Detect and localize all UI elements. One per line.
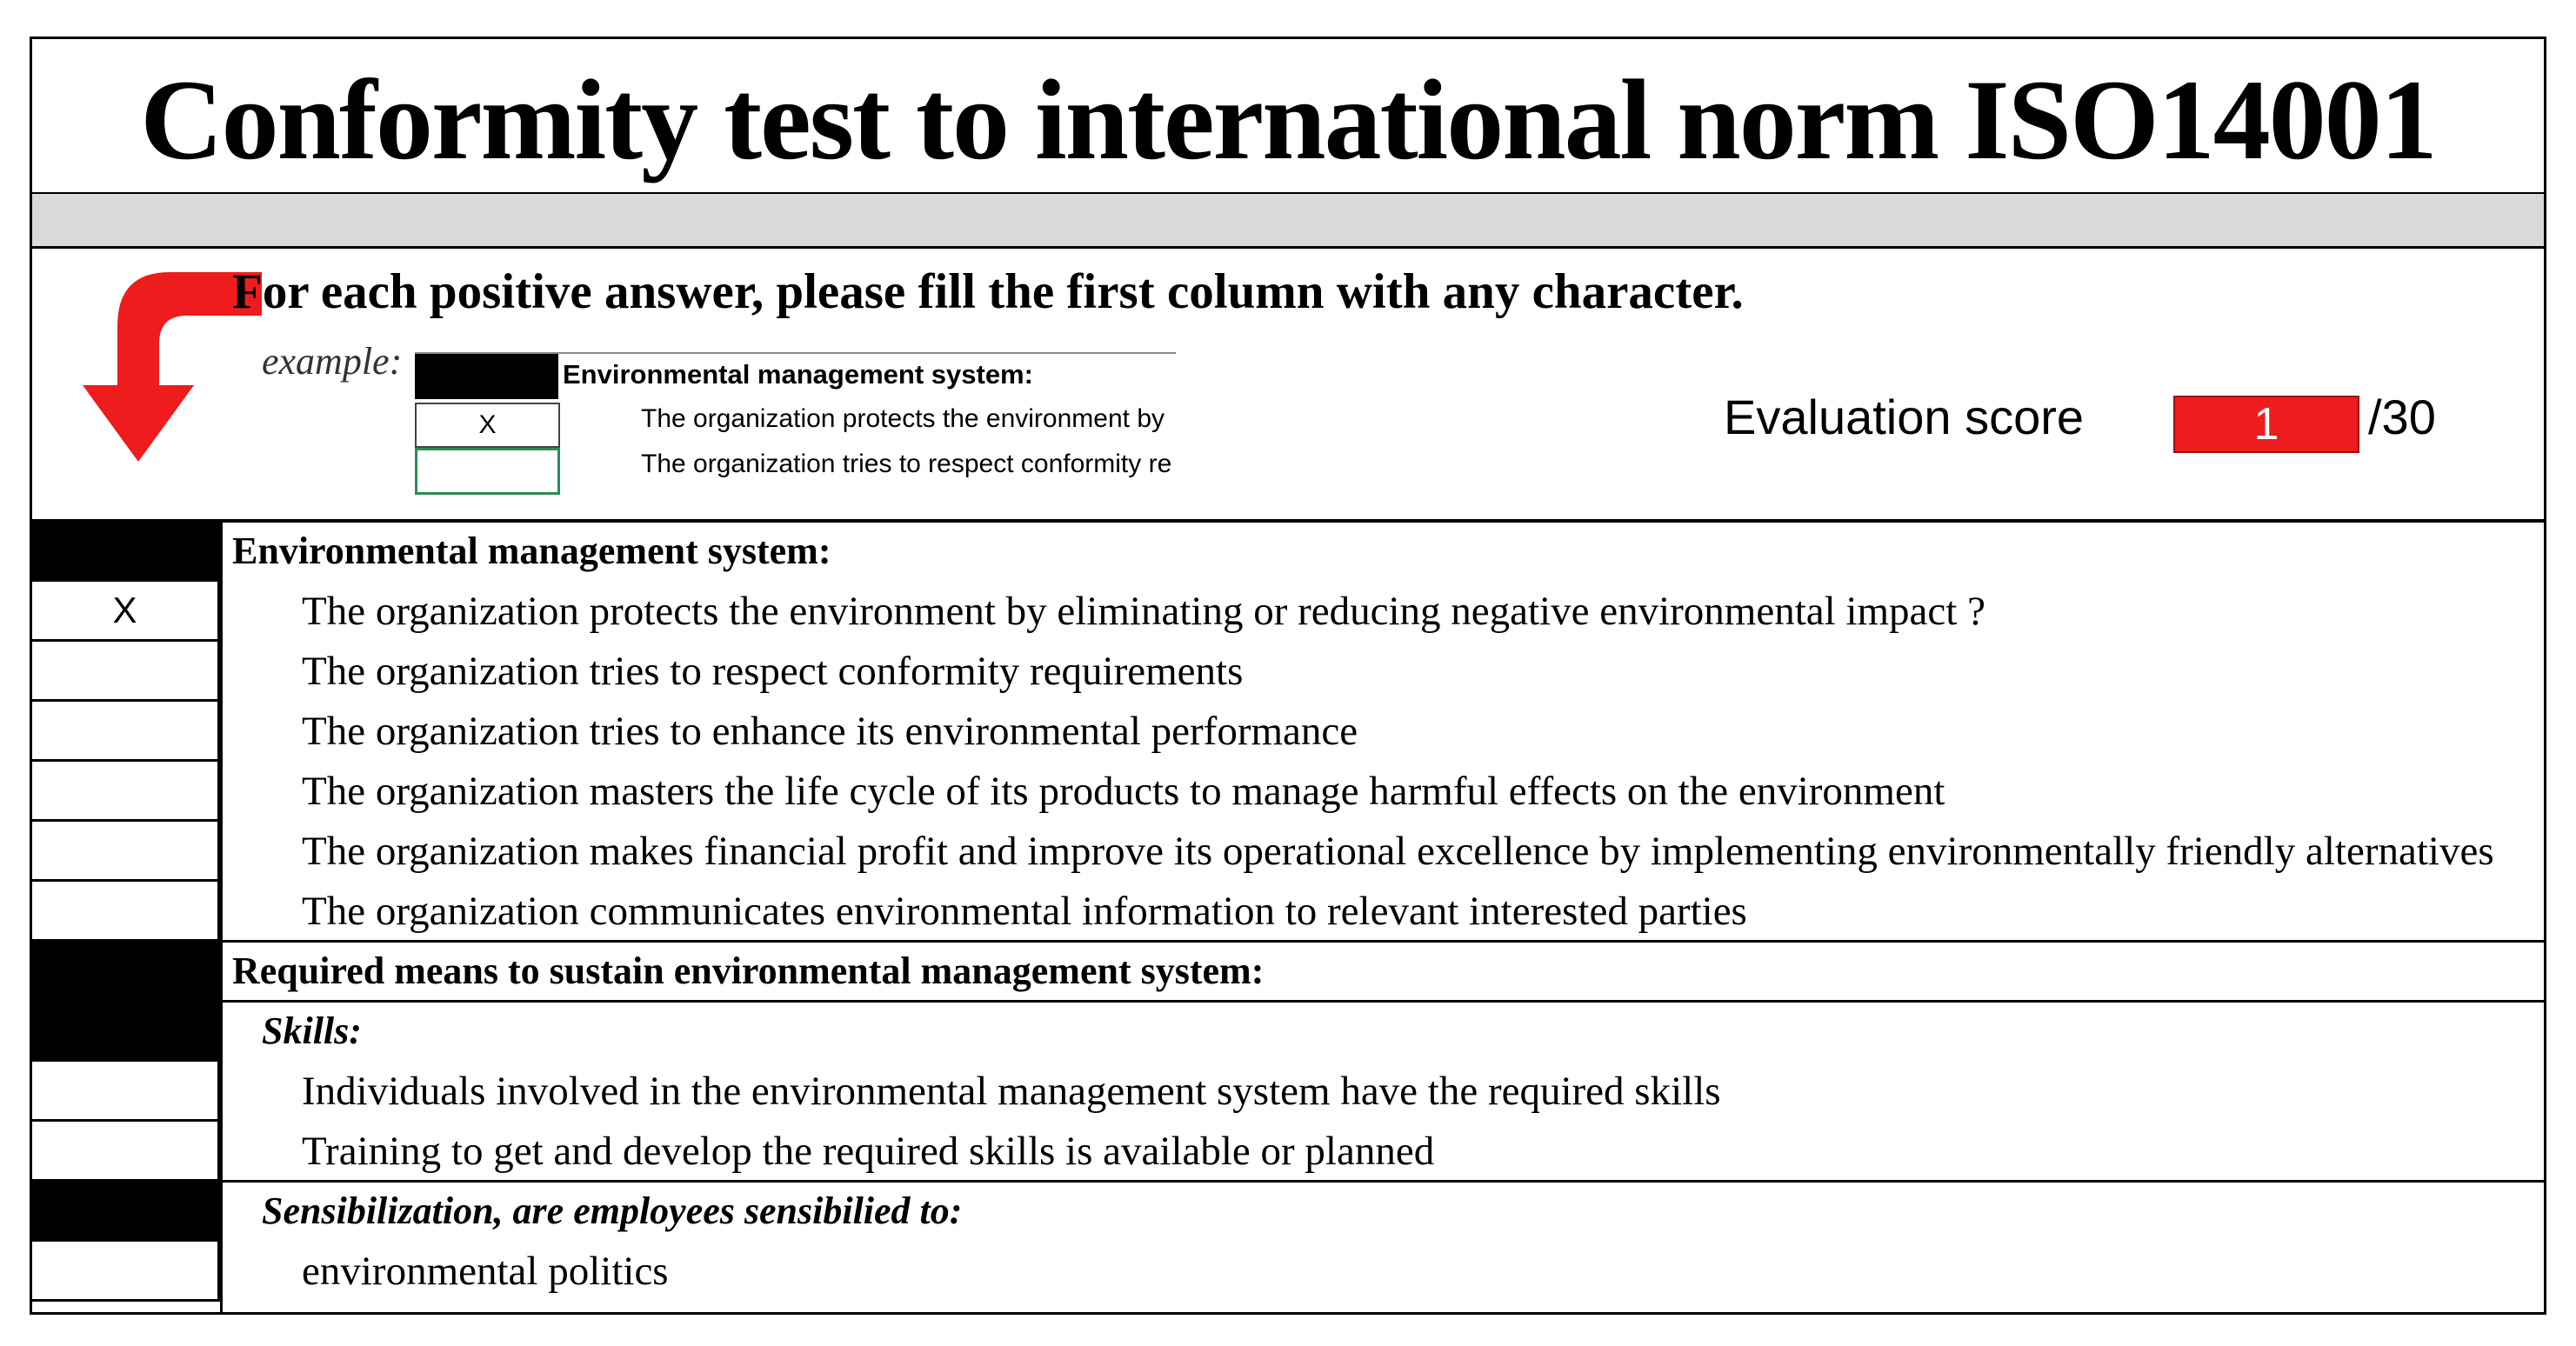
section-title: Required means to sustain environmental management system: (232, 950, 1265, 992)
question-text: The organization communicates environmental information to relevant interested parties (302, 889, 1747, 934)
page-title: Conformity test to international norm ISO14001 (140, 56, 2436, 183)
example-section-title: Environmental management system: (563, 359, 1033, 390)
question-text: The organization protects the environment by eliminating or reducing negative environmental impact ? (302, 589, 1985, 634)
answer-cell[interactable] (32, 882, 220, 942)
answer-cell[interactable] (32, 762, 220, 822)
example-header-cell (415, 354, 558, 399)
answer-cell[interactable] (32, 1122, 220, 1182)
column-divider (220, 522, 223, 1315)
row-divider (220, 940, 2544, 943)
subsection-title: Sensibilization, are employees sensibilied to: (262, 1189, 963, 1232)
worksheet (30, 37, 2546, 1315)
question-text: The organization tries to enhance its environmental performance (302, 709, 1358, 754)
example-line: The organization tries to respect conformity re (641, 450, 1172, 478)
question-text: Training to get and develop the required skills is available or planned (302, 1129, 1435, 1174)
answer-cell[interactable] (32, 702, 220, 762)
example-block (415, 352, 1176, 500)
example-selected-cell (415, 448, 560, 495)
example-line: The organization protects the environment by (641, 404, 1165, 433)
header-cell (32, 1182, 220, 1242)
row-divider (220, 520, 2544, 523)
question-text: The organization masters the life cycle of its products to manage harmful effects on the environment (302, 769, 1945, 814)
example-marked-cell: X (415, 403, 560, 448)
example-label: example: (262, 340, 403, 383)
answer-cell[interactable] (32, 642, 220, 702)
question-text: Individuals involved in the environmental management system have the required skills (302, 1069, 1721, 1114)
evaluation-score-label: Evaluation score (1724, 390, 2085, 444)
evaluation-score-total: /30 (2368, 390, 2436, 444)
subsection-title: Skills: (262, 1010, 362, 1052)
header-cell (32, 1002, 220, 1062)
evaluation-score-value: 1 (2173, 396, 2359, 453)
question-text: environmental politics (302, 1249, 669, 1294)
answer-cell[interactable] (32, 822, 220, 882)
header-cell (32, 942, 220, 1002)
answer-cell[interactable] (32, 1242, 220, 1302)
row-divider (220, 1000, 2544, 1003)
header-cell (32, 522, 220, 582)
question-text: The organization tries to respect conformity requirements (302, 649, 1244, 694)
section-title: Environmental management system: (232, 530, 831, 572)
answer-cell[interactable]: X (32, 582, 220, 642)
divider (32, 246, 2544, 249)
instruction-text: For each positive answer, please fill the first column with any character. (232, 264, 1744, 319)
answer-cell[interactable] (32, 1062, 220, 1122)
question-text: The organization makes financial profit and improve its operational excellence by implementing environmentally friendly alternatives (302, 829, 2494, 874)
row-divider (220, 1180, 2544, 1183)
gray-band (32, 194, 2544, 246)
